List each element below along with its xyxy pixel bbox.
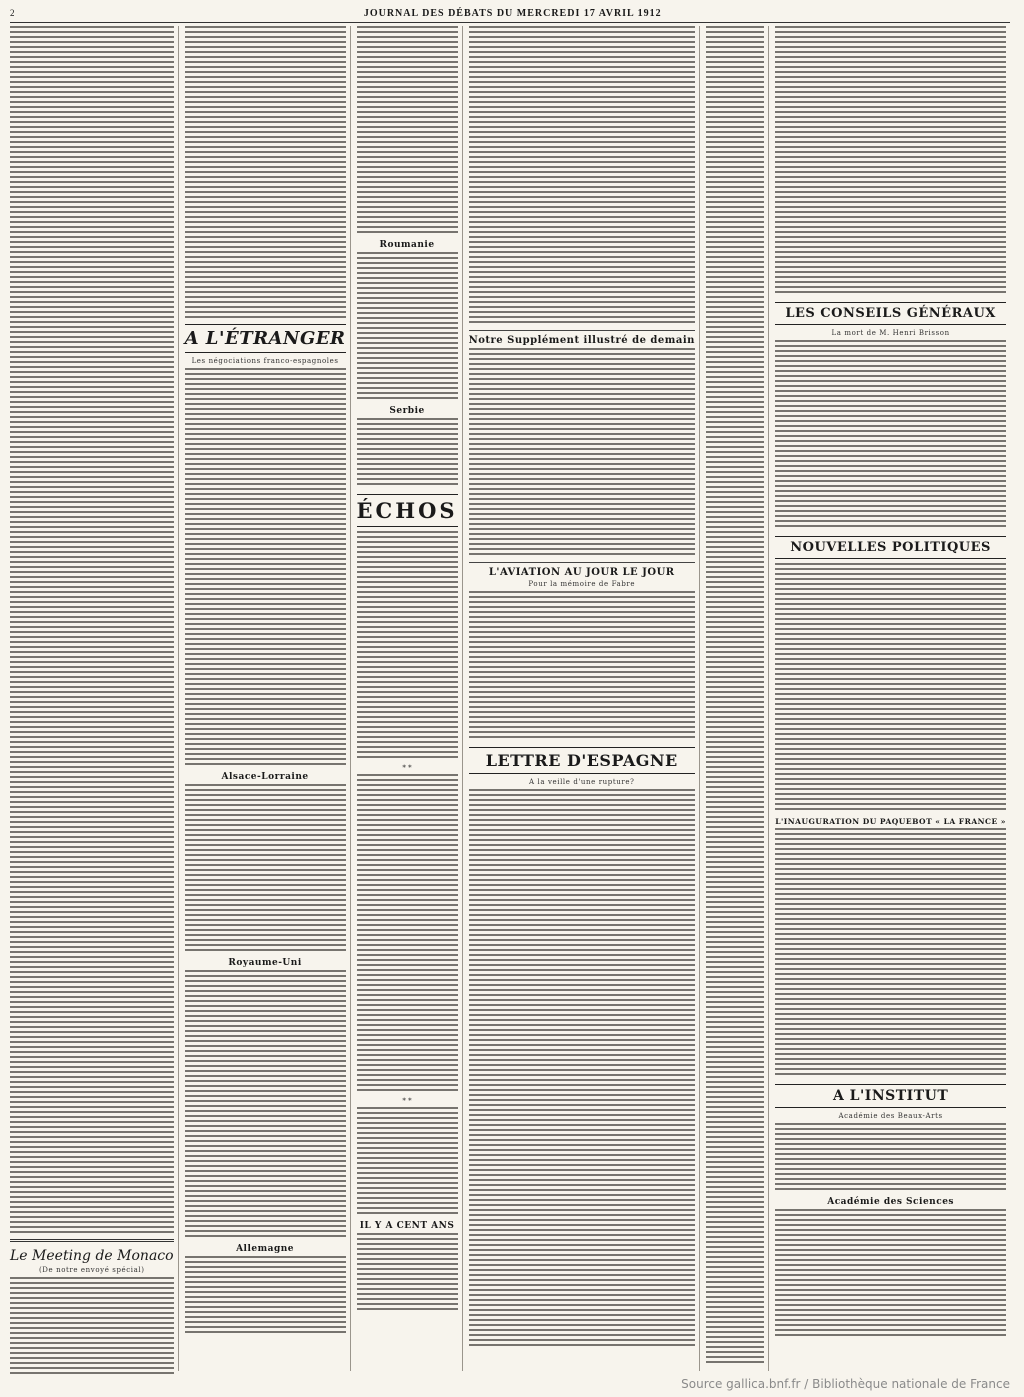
column-3 [357, 26, 463, 1371]
article-text [185, 784, 346, 954]
lettre-espagne-subheading: A la veille d'une rupture? [529, 778, 635, 786]
article-text [775, 26, 1006, 296]
article-text [775, 1209, 1006, 1339]
institut-box [775, 1084, 1006, 1108]
section-rule [469, 330, 695, 331]
conseils-generaux-box [775, 302, 1006, 325]
article-text [185, 1256, 346, 1336]
serbie-heading: Serbie [389, 406, 425, 416]
article-text [357, 252, 458, 402]
column-1 [10, 26, 179, 1371]
echos-box [357, 494, 458, 527]
article-text [706, 26, 764, 1366]
section-rule [469, 562, 695, 563]
meeting-monaco-subheading: (De notre envoyé spécial) [38, 1266, 145, 1274]
separator-star: * * [402, 764, 412, 772]
article-text [775, 340, 1006, 530]
article-text [357, 1233, 458, 1313]
article-text [357, 531, 458, 761]
sciences-heading: Académie des Sciences [827, 1197, 954, 1207]
article-text [357, 418, 458, 488]
article-text [469, 789, 695, 1349]
institut-heading: A L'INSTITUT [832, 1088, 949, 1104]
il-y-a-cent-ans-heading: IL Y A CENT ANS [359, 1221, 455, 1231]
etranger-box [185, 324, 346, 353]
text-columns [10, 26, 1010, 1371]
aviation-heading: L'AVIATION AU JOUR LE JOUR [488, 567, 675, 578]
column-5 [706, 26, 769, 1371]
article-text [10, 1277, 174, 1377]
meeting-monaco-heading: Le Meeting de Monaco [10, 1248, 174, 1264]
etranger-subheading: Les négociations franco-espagnoles [191, 357, 339, 365]
article-text [185, 368, 346, 768]
source-credit: Source gallica.bnf.fr / Bibliothèque nationale de France [681, 1377, 1010, 1391]
article-text [775, 1123, 1006, 1193]
article-text [469, 348, 695, 558]
lettre-espagne-heading: LETTRE D'ESPAGNE [485, 751, 678, 770]
section-rule [10, 1239, 174, 1242]
allemagne-heading: Allemagne [236, 1244, 295, 1254]
alsace-lorraine-heading: Alsace-Lorraine [221, 772, 309, 782]
article-text [775, 828, 1006, 1078]
column-4 [469, 26, 700, 1371]
article-text [10, 26, 174, 1234]
running-head [10, 6, 1010, 20]
echos-heading: ÉCHOS [356, 498, 458, 523]
page-number: 2 [10, 8, 16, 18]
article-text [185, 970, 346, 1240]
beaux-arts-subheading: Académie des Beaux-Arts [838, 1112, 943, 1120]
inauguration-heading: L'INAUGURATION DU PAQUEBOT « LA FRANCE » [775, 817, 1006, 826]
article-text [185, 26, 346, 318]
header-rule [10, 22, 1010, 23]
article-text [469, 26, 695, 326]
nouvelles-politiques-heading: NOUVELLES POLITIQUES [790, 540, 991, 555]
etranger-heading: A L'ÉTRANGER [184, 328, 346, 349]
supplement-heading: Notre Supplément illustré de demain [468, 335, 695, 346]
aviation-subheading: Pour la mémoire de Fabre [528, 580, 636, 588]
conseils-generaux-heading: LES CONSEILS GÉNÉRAUX [785, 306, 996, 321]
royaume-uni-heading: Royaume-Uni [228, 958, 302, 968]
newspaper-title: JOURNAL DES DÉBATS DU MERCREDI 17 AVRIL 1912 [363, 7, 662, 19]
lettre-espagne-box [469, 747, 695, 774]
article-text [357, 774, 458, 1094]
separator-star: * * [402, 1097, 412, 1105]
column-2 [185, 26, 351, 1371]
article-text [357, 26, 458, 236]
column-6 [775, 26, 1010, 1371]
conseils-generaux-subheading: La mort de M. Henri Brisson [831, 329, 950, 337]
article-text [469, 591, 695, 741]
article-text [357, 1107, 458, 1217]
roumanie-heading: Roumanie [379, 240, 435, 250]
article-text [775, 563, 1006, 813]
nouvelles-politiques-box [775, 536, 1006, 559]
